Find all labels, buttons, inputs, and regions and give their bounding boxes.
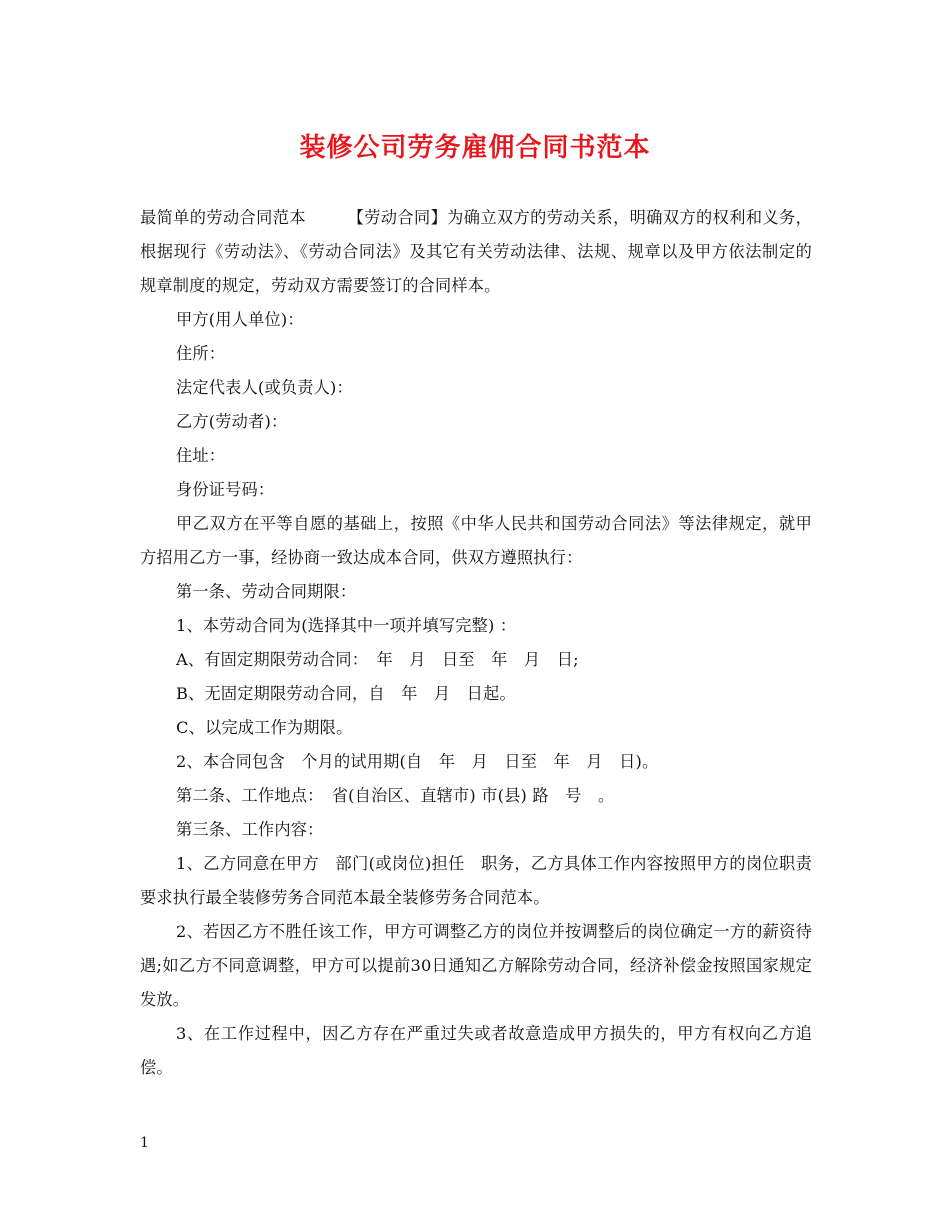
article-3-clause-2: 2、若因乙方不胜任该工作，甲方可调整乙方的岗位并按调整后的岗位确定一方的薪资待遇;如乙方不同意调整，甲方可以提前30日通知乙方解除劳动合同，经济补偿金按照国家规定发放。	[140, 922, 812, 1009]
page-number: 1	[140, 1135, 149, 1151]
article-2-heading: 第二条、工作地点： 省(自治区、直辖市) 市(县) 路 号 。	[176, 786, 615, 805]
article-3-heading: 第三条、工作内容：	[176, 820, 324, 839]
party-b-label: 乙方(劳动者)：	[176, 412, 288, 431]
article-1-option-a: A、有固定期限劳动合同： 年 月 日至 年 月 日;	[176, 650, 579, 669]
intro-paragraph: 最简单的劳动合同范本 【劳动合同】为确立双方的劳动关系，明确双方的权利和义务，根据现行《劳动法》、《劳动合同法》及其它有关劳动法律、法规、规章以及甲方依法制定的规章制度的规定，劳动双方需要签订的合同样本。	[140, 208, 812, 295]
document-title: 装修公司劳务雇佣合同书范本	[299, 133, 651, 163]
article-1-option-b: B、无固定期限劳动合同，自 年 月 日起。	[176, 684, 516, 703]
id-number-label: 身份证号码：	[176, 480, 275, 499]
article-1-heading: 第一条、劳动合同期限：	[176, 582, 357, 601]
article-1-clause-2: 2、本合同包含 个月的试用期(自 年 月 日至 年 月 日)。	[176, 752, 659, 771]
preamble-paragraph: 甲乙双方在平等自愿的基础上，按照《中华人民共和国劳动合同法》等法律规定，就甲方招用乙方一事，经协商一致达成本合同，供双方遵照执行：	[140, 514, 812, 567]
party-a-label: 甲方(用人单位)：	[176, 310, 304, 329]
article-1-clause-1: 1、本劳动合同为(选择其中一项并填写完整) ：	[176, 616, 517, 635]
legal-representative-label: 法定代表人(或负责人)：	[176, 378, 353, 397]
article-3-clause-3: 3、在工作过程中，因乙方存在严重过失或者故意造成甲方损失的，甲方有权向乙方追偿。	[140, 1024, 812, 1077]
article-3-clause-1: 1、乙方同意在甲方 部门(或岗位)担任 职务，乙方具体工作内容按照甲方的岗位职责要求执行最全装修劳务合同范本最全装修劳务合同范本。	[140, 854, 812, 907]
party-a-address-label: 住所：	[176, 344, 226, 363]
document-body	[140, 201, 812, 1085]
party-b-address-label: 住址：	[176, 446, 226, 465]
article-1-option-c: C、以完成工作为期限。	[176, 718, 353, 737]
